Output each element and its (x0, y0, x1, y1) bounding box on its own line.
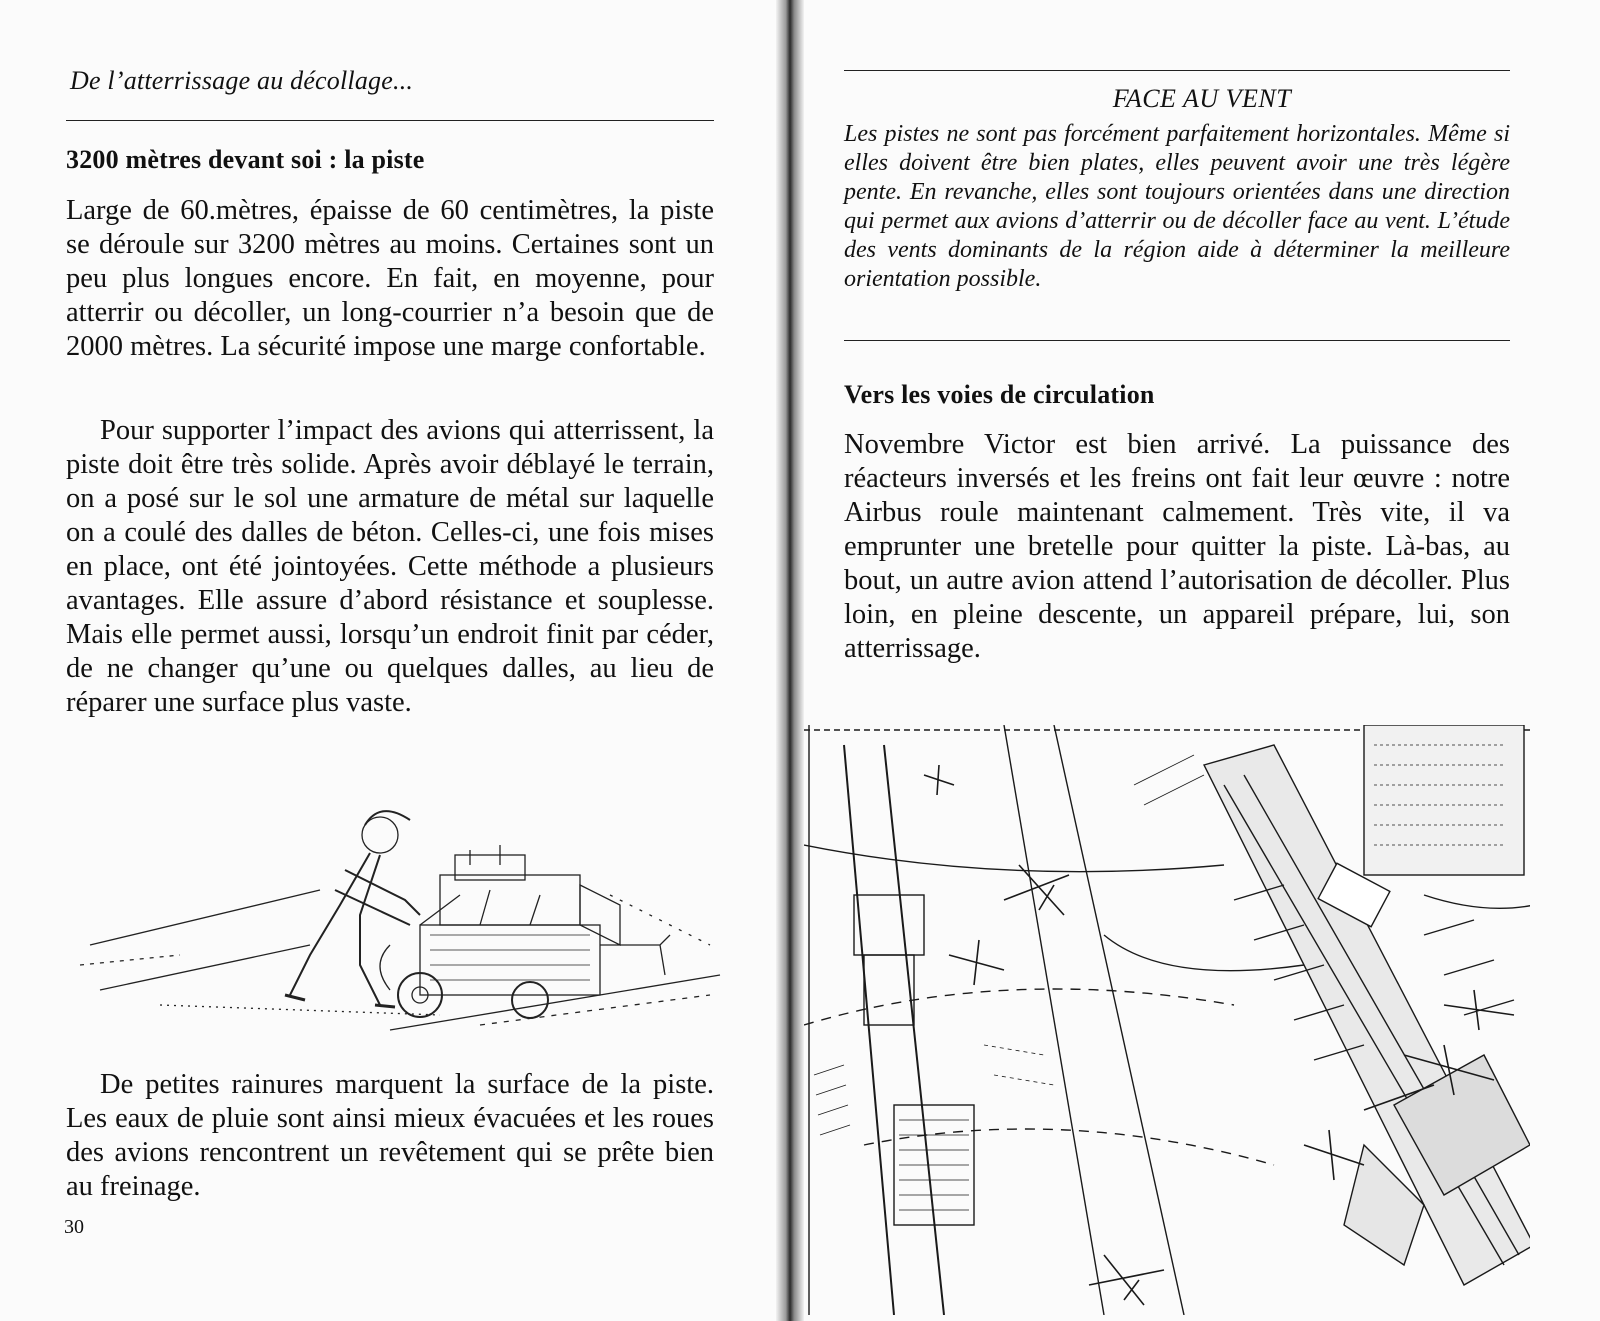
airport-drawing (804, 725, 1530, 1315)
section-title-voies: Vers les voies de circulation (844, 380, 1155, 409)
box-text: Les pistes ne sont pas forcément parfaitement horizontales. Même si elles doivent être bien plates, elles peuvent avoir une très légère pente. En revanche, elles sont toujours orientées dans une direction qui permet aux avions d’atterrir ou de décoller face au vent. L’étude des vents dominants de la région aide à déterminer la meilleure orientation possible. (844, 121, 1510, 292)
paragraph-voies: Novembre Victor est bien arrivé. La puissance des réacteurs inversés et les freins ont fait leur œuvre : notre Airbus roule maintenant calmement. Très vite, il va emprunter une bretelle pour quitter la piste. Là-bas, au bout, un autre avion attend l’autorisation de décoller. Plus loin, en pleine descente, un appareil prépare, lui, son atterrissage. (844, 429, 1510, 664)
worker-machine-illustration (60, 795, 730, 1040)
page-number: 30 (64, 1216, 84, 1238)
worker-machine-drawing (60, 795, 730, 1040)
box-title: FACE AU VENT (1112, 84, 1292, 113)
paragraph-1: Large de 60.mètres, épaisse de 60 centimètres, la piste se déroule sur 3200 mètres au moins. Certaines sont un peu plus longues encore. En fait, en moyenne, pour atterrir ou décoller, un long-courrier n’a besoin que de 2000 mètres. La sécurité impose une marge confortable. (66, 195, 714, 362)
box-bottom-rule (844, 340, 1510, 341)
left-page (0, 0, 776, 1321)
right-page (804, 0, 1600, 1321)
airport-illustration (804, 725, 1530, 1315)
paragraph-3: De petites rainures marquent la surface de la piste. Les eaux de pluie sont ainsi mieux évacuées et les roues des avions rencontrent un revêtement qui se prête bien au freinage. (66, 1069, 714, 1202)
box-top-rule (844, 70, 1510, 71)
running-head: De l’atterrissage au décollage... (70, 66, 414, 95)
section-title-piste: 3200 mètres devant soi : la piste (66, 145, 425, 174)
header-rule (66, 120, 714, 121)
book-gutter (776, 0, 804, 1321)
paragraph-2: Pour supporter l’impact des avions qui atterrissent, la piste doit être très solide. Après avoir déblayé le terrain, on a posé sur le sol une armature de métal sur laquelle on a coulé des dalles de béton. Celles-ci, une fois mises en place, ont été jointoyées. Cette méthode a plusieurs avantages. Elle assure d’abord résistance et souplesse. Mais elle permet aussi, lorsqu’un endroit finit par céder, de ne changer qu’une ou quelques dalles, au lieu de réparer une surface plus vaste. (66, 415, 714, 718)
